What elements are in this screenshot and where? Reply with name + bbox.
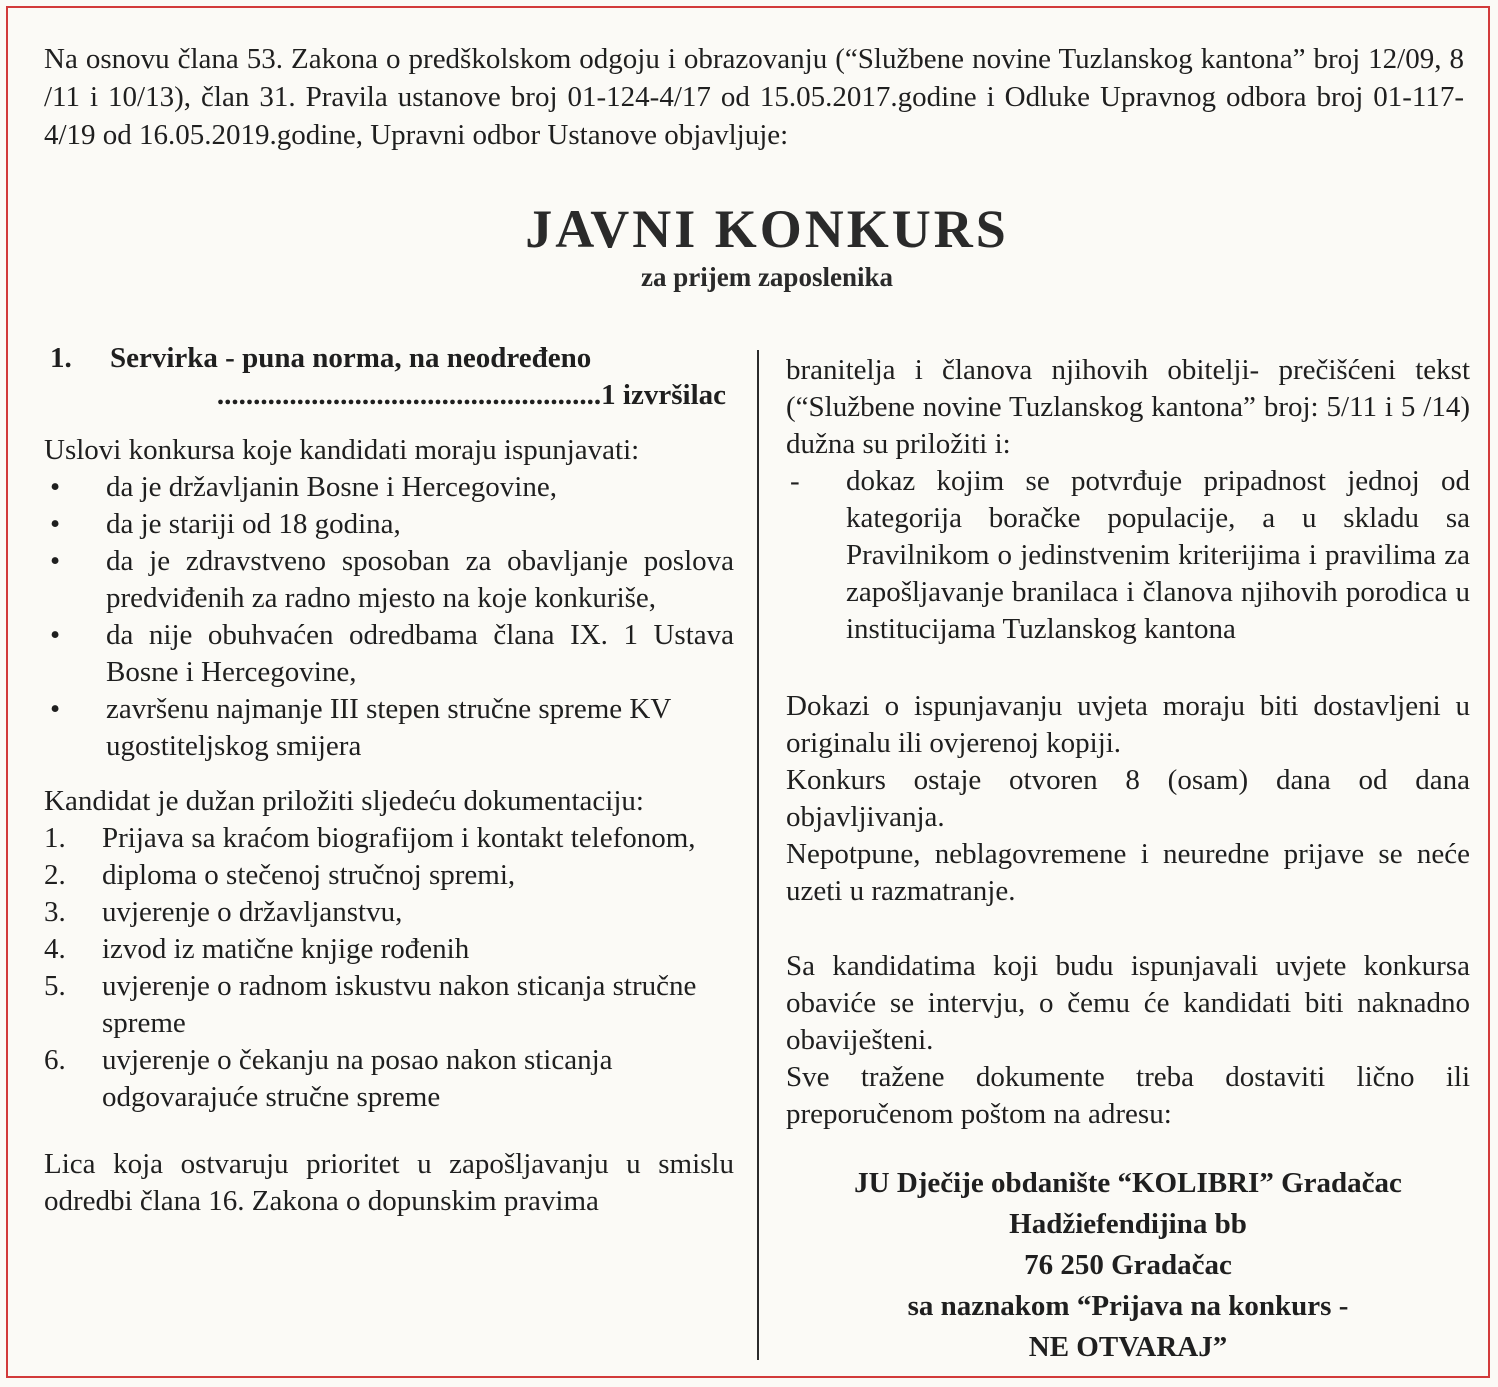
list-item (44, 894, 734, 931)
right-column (786, 352, 1470, 1368)
left-column (44, 340, 734, 1220)
list-item-text: izvod iz matične knjige rođenih (102, 933, 470, 965)
list-number: 6. (44, 1044, 66, 1076)
address-line: JU Dječije obdanište “KOLIBRI” Gradačac (854, 1167, 1402, 1199)
document-subtitle: za prijem zaposlenika (641, 262, 893, 292)
submission-paragraph: Sve tražene dokumente treba dostaviti lično ili preporučenom poštom na adresu: (786, 1061, 1470, 1130)
list-item-text: da je državljanin Bosne i Hercegovine, (106, 471, 557, 503)
list-item-text: uvjerenje o čekanju na posao nakon sticanja odgovarajuće stručne spreme (102, 1044, 613, 1113)
bullet-marker: • (50, 619, 61, 651)
document-title: JAVNI KONKURS (525, 199, 1009, 259)
priority-list (786, 463, 1470, 648)
bullet-marker: • (50, 693, 61, 725)
list-item (44, 857, 734, 894)
list-item-text: diploma o stečenoj stručnoj spremi, (102, 859, 516, 891)
bullet-marker: • (50, 545, 61, 577)
list-item (44, 691, 734, 765)
list-item-text: dokaz kojim se potvrđuje pripadnost jednoj od kategorija boračke populacije, a u skladu sa Pravilnikom o jedinstvenim kriterijima i pravilima za zapošljavanje branilaca i članova njihovih porodica u institucijama Tuzlanskog kantona (846, 465, 1470, 645)
list-item (44, 506, 734, 543)
note-deadline: Konkurs ostaje otvoren 8 (osam) dana od dana objavljivanja. (786, 764, 1470, 833)
list-number: 5. (44, 970, 66, 1002)
bullet-marker: • (50, 471, 61, 503)
list-number: 2. (44, 859, 66, 891)
list-item (44, 543, 734, 617)
list-item (44, 931, 734, 968)
list-item (44, 968, 734, 1042)
list-number: 1. (44, 822, 66, 854)
conditions-heading: Uslovi konkursa koje kandidati moraju ispunjavati: (44, 434, 640, 466)
note-originals: Dokazi o ispunjavanju uvjeta moraju biti dostavljeni u originalu ili ovjerenoj kopiji. (786, 690, 1470, 759)
list-item-text: završenu najmanje III stepen stručne spreme KV ugostiteljskog smijera (106, 693, 671, 762)
column-divider (757, 350, 759, 1360)
dash-marker: - (790, 465, 800, 497)
address-line: Hadžiefendijina bb (1009, 1208, 1247, 1240)
list-item-text: da nije obuhvaćen odredbama člana IX. 1 Ustava Bosne i Hercegovine, (106, 619, 734, 688)
job-positions: .....................................................1 izvršilac (216, 379, 726, 411)
job-number: 1. (50, 342, 72, 374)
list-item (44, 617, 734, 691)
job-heading (44, 340, 734, 377)
address-line: NE OTVARAJ” (1028, 1331, 1228, 1363)
list-number: 4. (44, 933, 66, 965)
note-incomplete: Nepotpune, neblagovremene i neuredne prijave se neće uzeti u razmatranje. (786, 838, 1470, 907)
address-block (786, 1163, 1470, 1368)
interview-paragraph: Sa kandidatima koji budu ispunjavali uvjete konkursa obaviće se intervju, o čemu će kandidati biti naknadno obaviješteni. (786, 950, 1470, 1056)
conditions-list (44, 469, 734, 765)
documents-list (44, 820, 734, 1116)
job-title: Servirka - puna norma, na neodređeno (110, 342, 592, 374)
list-item (44, 469, 734, 506)
list-item-text: Prijava sa kraćom biografijom i kontakt telefonom, (102, 822, 696, 854)
priority-paragraph-start: Lica koja ostvaruju prioritet u zapošljavanju u smislu odredbi člana 16. Zakona o dopunskim pravima (44, 1148, 734, 1217)
list-item (44, 1042, 734, 1116)
address-line: sa naznakom “Prijava na konkurs - (907, 1290, 1349, 1322)
list-item-text: uvjerenje o radnom iskustvu nakon sticanja stručne spreme (102, 970, 697, 1039)
list-item (786, 463, 1470, 648)
list-item-text: da je stariji od 18 godina, (106, 508, 401, 540)
bullet-marker: • (50, 508, 61, 540)
documents-heading: Kandidat je dužan priložiti sljedeću dokumentaciju: (44, 785, 644, 817)
list-item (44, 820, 734, 857)
list-item-text: da je zdravstveno sposoban za obavljanje poslova predviđenih za radno mjesto na koje konkuriše, (106, 545, 734, 614)
address-line: 76 250 Gradačac (1024, 1249, 1232, 1281)
list-number: 3. (44, 896, 66, 928)
intro-paragraph: Na osnovu člana 53. Zakona o predškolskom odgoju i obrazovanju (“Službene novine Tuzlanskog kantona” broj 12/09, 8 /11 i 10/13), član 31. Pravila ustanove broj 01-124-4/17 od 15.05.2017.godine i Odluke Upravnog odbora broj 01-117-4/19 od 16.05.2019.godine, Upravni odbor Ustanove objavljuje: (44, 43, 1464, 151)
list-item-text: uvjerenje o državljanstvu, (102, 896, 403, 928)
priority-paragraph-continued: branitelja i članova njihovih obitelji- prečišćeni tekst (“Službene novine Tuzlanskog kantona” broj: 5/11 i 5 /14) dužna su priložiti i: (786, 354, 1470, 460)
